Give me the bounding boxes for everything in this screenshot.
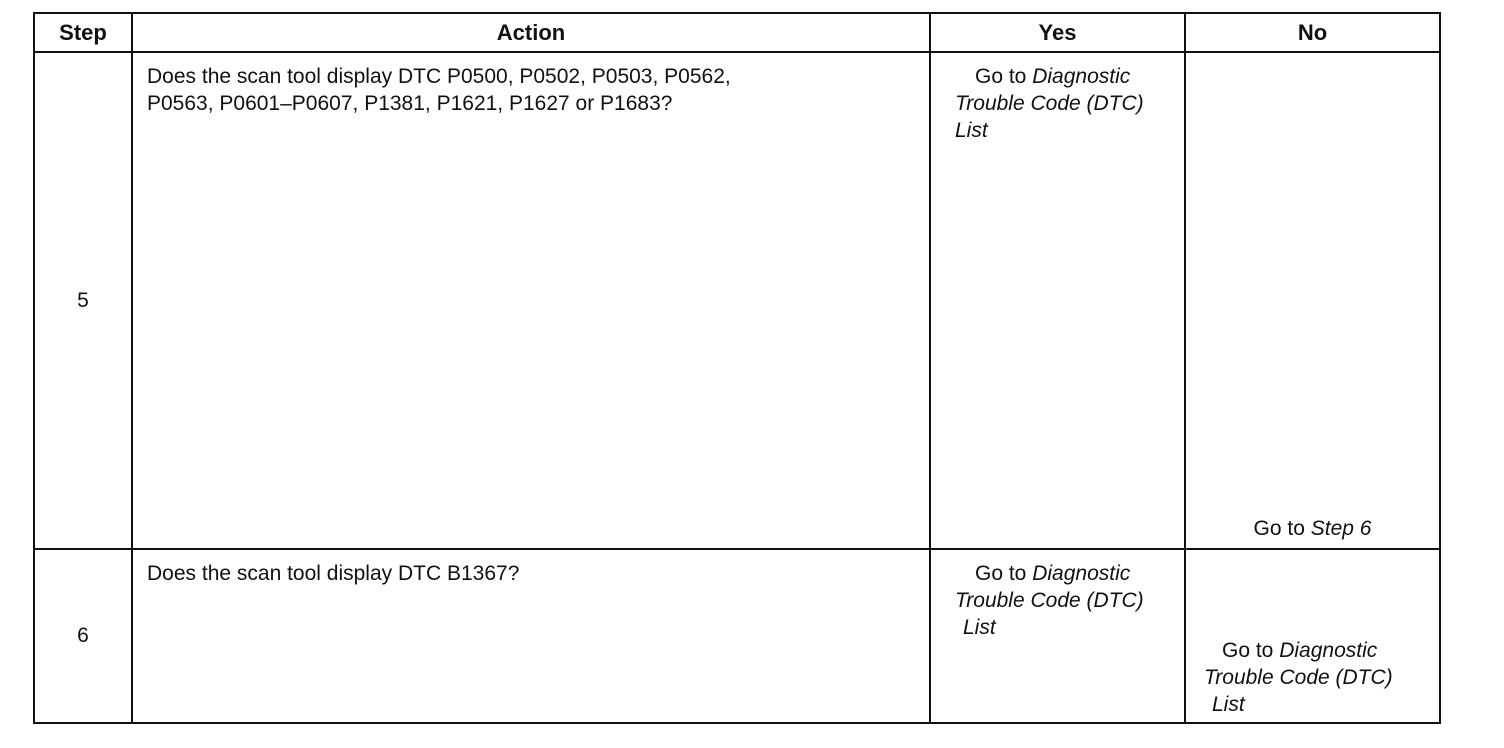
step-number: 5: [34, 52, 132, 549]
table-row-step-6: [34, 549, 1440, 723]
diagnostic-link-continued[interactable]: Trouble Code (DTC): [1204, 666, 1393, 689]
header-no: No: [1185, 13, 1440, 52]
step-6-link[interactable]: Step 6: [1310, 517, 1372, 540]
no-prefix: Go to: [1222, 639, 1280, 662]
yes-prefix: Go to: [975, 65, 1033, 88]
header-action: Action: [132, 13, 930, 52]
yes-cell: [930, 52, 1185, 549]
yes-prefix: Go to: [975, 562, 1033, 585]
yes-cell: [930, 549, 1185, 723]
diagnostic-link[interactable]: Diagnostic: [1279, 639, 1378, 662]
action-text: [132, 52, 930, 549]
action-line: Does the scan tool display DTC P0500, P0502, P0503, P0562,: [147, 65, 731, 88]
action-line: P0563, P0601–P0607, P1381, P1621, P1627 or P1683?: [147, 92, 673, 115]
diagnostic-link-continued[interactable]: List: [955, 119, 988, 142]
diagnostic-link[interactable]: Diagnostic: [1032, 562, 1131, 585]
action-text: [132, 549, 930, 723]
no-cell: [1185, 549, 1440, 723]
no-cell: [1185, 52, 1440, 549]
table-header-row: [34, 13, 1440, 52]
header-step: Step: [34, 13, 132, 52]
diagnostic-table: [33, 12, 1441, 724]
diagnostic-link-continued[interactable]: Trouble Code (DTC): [955, 92, 1144, 115]
table-row-step-5: [34, 52, 1440, 549]
action-line: Does the scan tool display DTC B1367?: [147, 562, 520, 585]
no-line-1: [1204, 637, 1433, 664]
step-number: 6: [34, 549, 132, 723]
yes-line-1: [955, 560, 1178, 587]
no-prefix: Go to: [1253, 517, 1311, 540]
diagnostic-link-continued[interactable]: List: [963, 616, 996, 639]
diagnostic-link-continued[interactable]: Trouble Code (DTC): [955, 589, 1144, 612]
diagnostic-link[interactable]: Diagnostic: [1032, 65, 1131, 88]
diagnostic-link-continued[interactable]: List: [1212, 693, 1245, 716]
header-yes: Yes: [930, 13, 1185, 52]
yes-line-1: [955, 63, 1178, 90]
